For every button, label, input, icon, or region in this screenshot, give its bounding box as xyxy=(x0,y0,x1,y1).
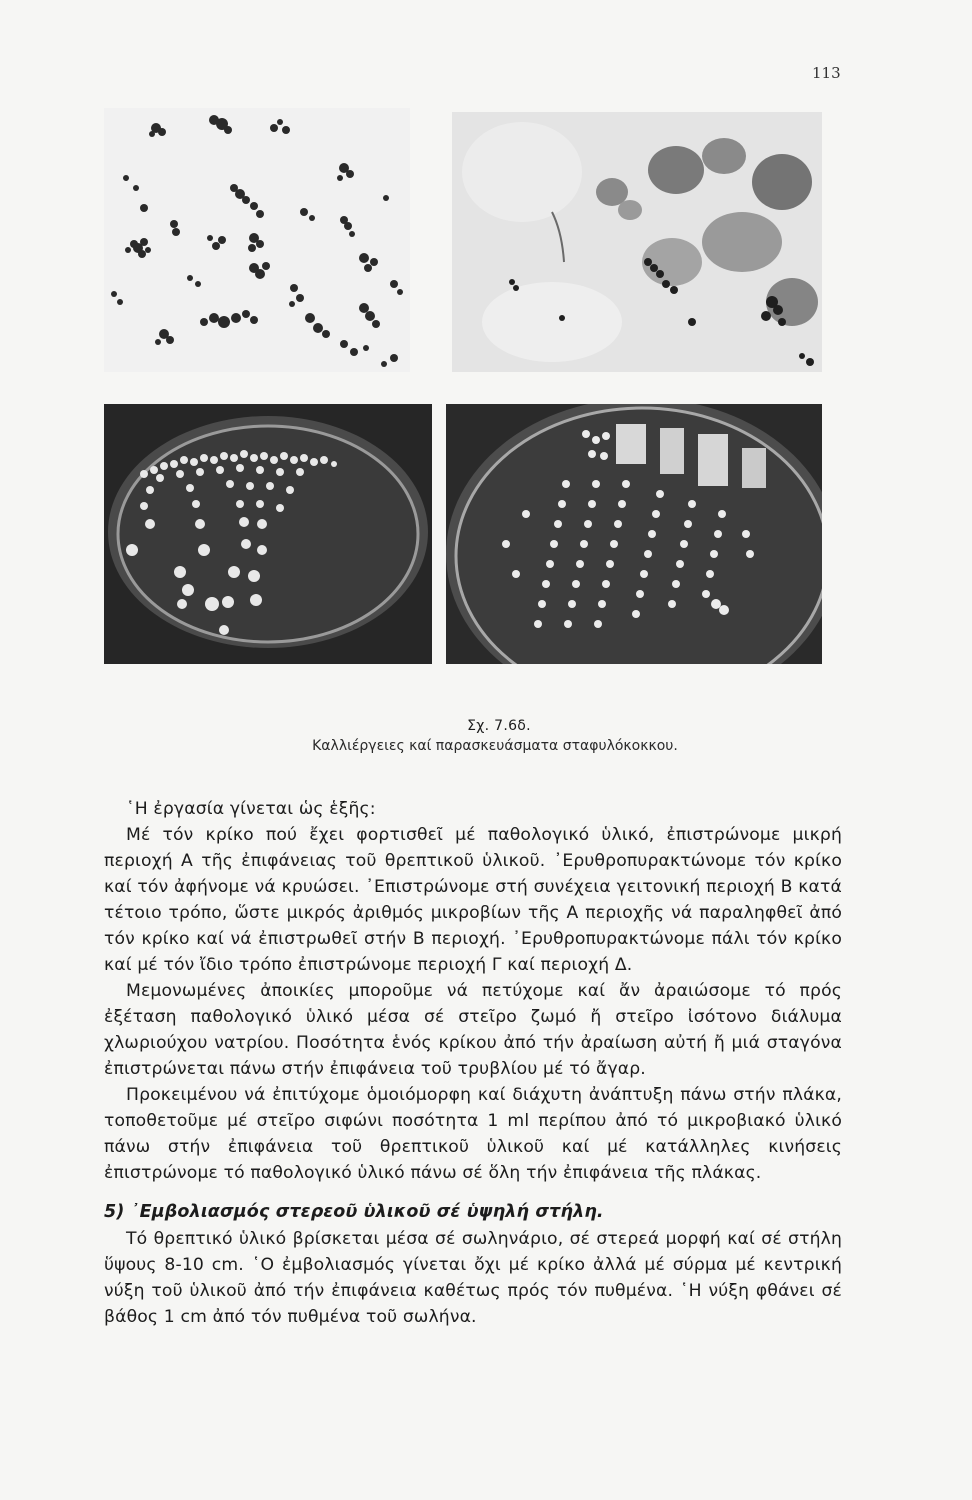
petri-dish-colonies-lines-icon xyxy=(446,404,822,664)
body-text xyxy=(104,796,842,1330)
micrograph-staphylococcus-stained-icon xyxy=(452,112,822,372)
paragraph-intro: ῾Η ἐργασία γίνεται ὡς ἑξῆς: xyxy=(126,799,376,819)
paragraph-high-column: Τό θρεπτικό ὑλικό βρίσκεται μέσα σέ σωληνάριο, σέ στερεά μορφή καί σέ στήλη ὕψους 8-10 cm. ῾Ο ἐμβολιασμός γίνεται ὄχι μέ κρίκο ἀλλά μέ σύρμα μέ κεντρική νύξη τοῦ ὑλικοῦ ἀπό τήν ἐπιφάνεια καθέτως πρός τόν πυθμένα. ῾Η νύξη φθάνει σέ βάθος 1 cm ἀπό τόν πυθμένα τοῦ σωλήνα. xyxy=(104,1229,842,1327)
paragraph-uniform-growth: Προκειμένου νά ἐπιτύχομε ὁμοιόμορφη καί διάχυτη ἀνάπτυξη πάνω στήν πλάκα, τοποθετοῦμε μέ στεῖρο σιφώνι ποσότητα 1 ml περίπου ἀπό τό μικροβιακό ὑλικό πάνω στήν ἐπιφάνεια τοῦ θρεπτικοῦ ὑλικοῦ καί μέ κατάλληλες κινήσεις ἐπιστρώνομε τό παθολογικό ὑλικό πάνω σέ ὅλη τήν ἐπιφάνεια τῆς πλάκας. xyxy=(104,1085,842,1183)
micrograph-staphylococcus-clusters-icon xyxy=(104,108,410,372)
page-number: 113 xyxy=(812,64,841,82)
petri-dish-colonies-streak-icon xyxy=(104,404,432,664)
figure-caption: Καλλιέργειες καί παρασκευάσματα σταφυλόκοκκου. xyxy=(312,738,678,754)
paragraph-dilution: Μεμονωμένες ἀποικίες μποροῦμε νά πετύχομε καί ἄν ἀραιώσομε τό πρός ἐξέταση παθολογικό ὑλικό μέσα σέ στεῖρο ζωμό ἤ στεῖρο ἰσότονο διάλυμα χλωριούχου νατρίου. Ποσότητα ἑνός κρίκου ἀπό τήν ἀραίωση αὐτή ἤ μιά σταγόνα ἐπιστρώνεται πάνω στήν ἐπιφάνεια τοῦ τρυβλίου μέ τό ἄγαρ. xyxy=(104,981,842,1079)
figure-number: Σχ. 7.6δ. xyxy=(467,718,531,734)
section-heading: 5) ᾿Εμβολιασμός στερεοῦ ὑλικοῦ σέ ὑψηλή στήλη. xyxy=(104,1202,604,1222)
paragraph-streak-method: Μέ τόν κρίκο πού ἔχει φορτισθεῖ μέ παθολογικό ὑλικό, ἐπιστρώνομε μικρή περιοχή Α τῆς ἐπιφάνειας τοῦ θρεπτικοῦ ὑλικοῦ. ᾿Ερυθροπυρακτώνομε τόν κρίκο καί τόν ἀφήνομε νά κρυώσει. ᾿Επιστρώνομε στή συνέχεια γειτονική περιοχή Β κατά τέτοιο τρόπο, ὥστε μικρός ἀριθμός μικροβίων τῆς Α περιοχῆς νά παραληφθεῖ ἀπό τόν κρίκο καί νά ἐπιστρωθεῖ στήν Β περιοχή. ᾿Ερυθροπυρακτώνομε πάλι τόν κρίκο καί μέ τόν ἴδιο τρόπο ἐπιστρώνομε περιοχή Γ καί περιοχή Δ. xyxy=(104,825,842,975)
